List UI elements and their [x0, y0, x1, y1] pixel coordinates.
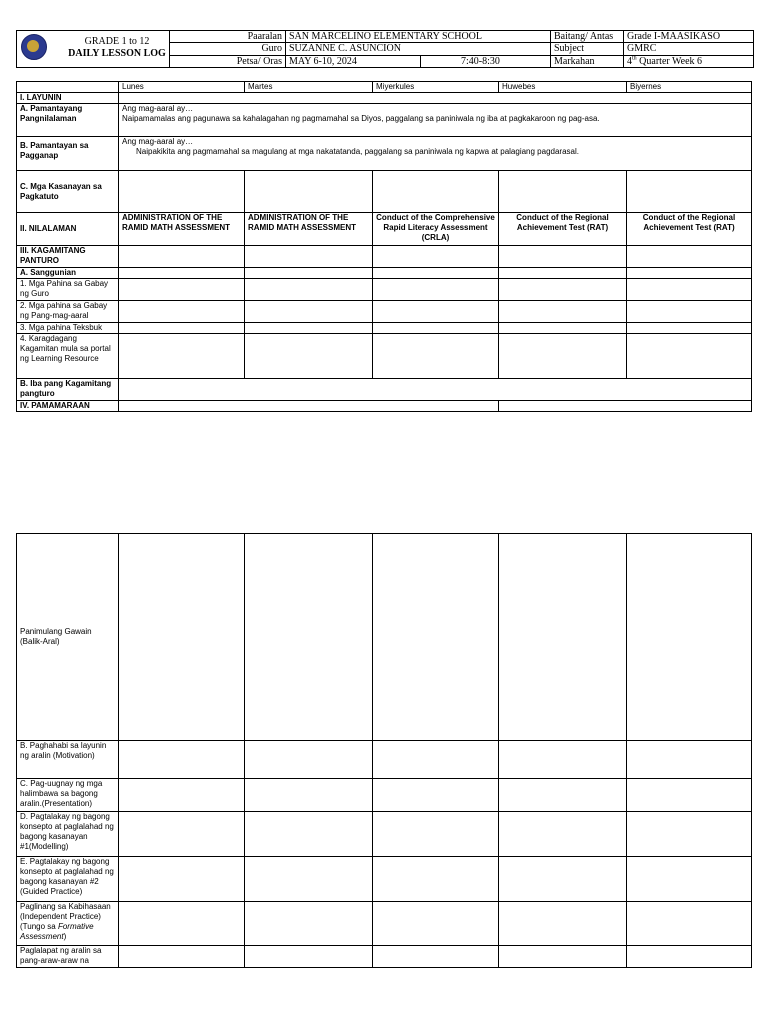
- cell: [119, 946, 245, 968]
- cell: [119, 902, 245, 946]
- cell: [373, 246, 499, 268]
- cell: [373, 779, 499, 812]
- layunin-heading: I. LAYUNIN: [17, 93, 119, 104]
- cell: [373, 323, 499, 334]
- cell: [627, 279, 752, 301]
- markahan-number: 4: [627, 55, 632, 67]
- nilalaman-lunes: ADMINISTRATION OF THE RAMID MATH ASSESSMENT: [119, 213, 245, 246]
- cell: [119, 334, 245, 379]
- cell: [119, 812, 245, 857]
- cell: [499, 946, 627, 968]
- log-title: DAILY LESSON LOG: [68, 48, 166, 59]
- subject-value: GMRC: [624, 43, 754, 55]
- paglinang-label: [17, 902, 119, 946]
- pamantayan-sa-pagganap-label: B. Pamantayan sa Pagganap: [17, 137, 119, 171]
- cell: [627, 812, 752, 857]
- cell: [499, 171, 627, 213]
- panimulang-gawain-label: Panimulang Gawain (Balik-Aral): [17, 534, 119, 741]
- cell: [627, 323, 752, 334]
- cell: [627, 902, 752, 946]
- logo-title-cell: [17, 31, 170, 68]
- cell: [373, 171, 499, 213]
- cell: [373, 279, 499, 301]
- paaralan-value: SAN MARCELINO ELEMENTARY SCHOOL: [286, 31, 551, 43]
- cell: [245, 301, 373, 323]
- cell: [499, 534, 627, 741]
- grade-range: GRADE 1 to 12: [84, 36, 150, 47]
- cell: [627, 171, 752, 213]
- paglinang-italic: Formative Assessment: [20, 922, 94, 941]
- markahan-suffix: th: [632, 55, 637, 62]
- karagdagang-label: 4. Karagdagang Kagamitan mula sa portal ng Learning Resource: [17, 334, 119, 379]
- cell: [499, 812, 627, 857]
- deped-seal-icon: [21, 34, 47, 60]
- gabay-mag-aaral-label: 2. Mga pahina sa Gabay ng Pang-mag-aaral: [17, 301, 119, 323]
- cell: [627, 268, 752, 279]
- sanggunian-label: A. Sanggunian: [17, 268, 119, 279]
- cell: [499, 246, 627, 268]
- cell: [245, 812, 373, 857]
- teksbuk-label: 3. Mga pahina Teksbuk: [17, 323, 119, 334]
- procedure-table: [16, 533, 752, 968]
- cell: [499, 741, 627, 779]
- cell: [499, 323, 627, 334]
- pamamaraan-heading: IV. PAMAMARAAN: [17, 401, 119, 412]
- cell: [627, 246, 752, 268]
- kasanayan-label: C. Mga Kasanayan sa Pagkatuto: [17, 171, 119, 213]
- cell: [627, 779, 752, 812]
- cell: [245, 268, 373, 279]
- baitang-value: Grade I-MAASIKASO: [624, 31, 754, 43]
- cell: [245, 534, 373, 741]
- lesson-log-table: [16, 81, 752, 412]
- cell: [499, 268, 627, 279]
- corner-cell: [17, 82, 119, 93]
- cell: [627, 301, 752, 323]
- cell: [245, 246, 373, 268]
- cell: [499, 334, 627, 379]
- subject-label: Subject: [551, 43, 624, 55]
- cell: [119, 171, 245, 213]
- paglinang-close: ): [63, 932, 67, 941]
- pamantayang-pangnilalaman-content: [119, 104, 752, 137]
- cell: [499, 301, 627, 323]
- baitang-label: Baitang/ Antas: [551, 31, 624, 43]
- cell: [119, 268, 245, 279]
- cell: [373, 741, 499, 779]
- paglinang-text: Paglinang sa Kabihasaan (Independent Practice) (Tungo sa: [20, 902, 111, 931]
- pagtalakay-2-label: E. Pagtalakay ng bagong konsepto at paglalahad ng bagong kasanayan #2 (Guided Practice): [17, 857, 119, 902]
- cell: [373, 812, 499, 857]
- cell: [245, 779, 373, 812]
- cell: [245, 279, 373, 301]
- cell: [245, 902, 373, 946]
- header-table: [16, 30, 754, 68]
- cell: [627, 857, 752, 902]
- cell: [499, 857, 627, 902]
- cell: [499, 279, 627, 301]
- layunin-empty: [119, 93, 752, 104]
- guro-label: Guro: [170, 43, 286, 55]
- paaralan-label: Paaralan: [170, 31, 286, 43]
- cell: [245, 946, 373, 968]
- markahan-value: [624, 55, 754, 67]
- cell: [119, 857, 245, 902]
- cell: [373, 946, 499, 968]
- cell: [373, 902, 499, 946]
- cell: [245, 741, 373, 779]
- cell: [627, 946, 752, 968]
- cell: [119, 301, 245, 323]
- paglalapat-label: Paglalapat ng aralin sa pang-araw-araw na: [17, 946, 119, 968]
- cell: [119, 534, 245, 741]
- iba-pang-label: B. Iba pang Kagamitang pangturo: [17, 379, 119, 401]
- day-header: Martes: [245, 82, 373, 93]
- pamantayan-sa-pagganap-content: [119, 137, 752, 171]
- day-header: Miyerkules: [373, 82, 499, 93]
- day-header: Huwebes: [499, 82, 627, 93]
- cell: [119, 279, 245, 301]
- kagamitang-panturo-heading: III. KAGAMITANG PANTURO: [17, 246, 119, 268]
- pamamaraan-left: [119, 401, 499, 412]
- ppn-text: Naipamamalas ang pagunawa sa kahalagahan ng pagmamahal sa Diyos, paggalang sa paniniwala ng iba at pagkakaroon ng pag-asa.: [122, 114, 600, 123]
- time-value: 7:40-8:30: [421, 55, 551, 67]
- cell: [627, 741, 752, 779]
- cell: [119, 246, 245, 268]
- cell: [119, 741, 245, 779]
- petsa-label: Petsa/ Oras: [170, 55, 286, 67]
- cell: [119, 323, 245, 334]
- cell: [627, 334, 752, 379]
- cell: [373, 534, 499, 741]
- markahan-label: Markahan: [551, 55, 624, 67]
- day-header: Biyernes: [627, 82, 752, 93]
- cell: [499, 902, 627, 946]
- pagtalakay-1-label: D. Pagtalakay ng bagong konsepto at paglalahad ng bagong kasanayan #1(Modelling): [17, 812, 119, 857]
- cell: [119, 779, 245, 812]
- cell: [373, 268, 499, 279]
- gabay-guro-label: 1. Mga Pahina sa Gabay ng Guro: [17, 279, 119, 301]
- cell: [373, 334, 499, 379]
- nilalaman-miyerkules: Conduct of the Comprehensive Rapid Literacy Assessment (CRLA): [373, 213, 499, 246]
- pamantayang-pangnilalaman-label: A. Pamantayang Pangnilalaman: [17, 104, 119, 137]
- pamamaraan-right: [499, 401, 752, 412]
- nilalaman-label: II. NILALAMAN: [17, 213, 119, 246]
- cell: [499, 779, 627, 812]
- paghahabi-label: B. Paghahabi sa layunin ng aralin (Motivation): [17, 741, 119, 779]
- cell: [245, 323, 373, 334]
- nilalaman-biyernes: Conduct of the Regional Achievement Test (RAT): [627, 213, 752, 246]
- cell: [245, 857, 373, 902]
- cell: [373, 857, 499, 902]
- day-header: Lunes: [119, 82, 245, 93]
- nilalaman-huwebes: Conduct of the Regional Achievement Test (RAT): [499, 213, 627, 246]
- cell: [245, 171, 373, 213]
- nilalaman-martes: ADMINISTRATION OF THE RAMID MATH ASSESSMENT: [245, 213, 373, 246]
- psp-intro: Ang mag-aaral ay…: [122, 137, 194, 146]
- guro-value: SUZANNE C. ASUNCION: [286, 43, 551, 55]
- petsa-value: MAY 6-10, 2024: [286, 55, 421, 67]
- markahan-text: Quarter Week 6: [636, 55, 703, 67]
- ppn-intro: Ang mag-aaral ay…: [122, 104, 194, 113]
- cell: [245, 334, 373, 379]
- psp-text: Naipakikita ang pagmamahal sa magulang at mga nakatatanda, paggalang sa paniniwala ng kapwa at palagiang pagdarasal.: [136, 147, 579, 156]
- cell: [627, 534, 752, 741]
- pag-uugnay-label: C. Pag-uugnay ng mga halimbawa sa bagong aralin.(Presentation): [17, 779, 119, 812]
- iba-pang-content: [119, 379, 752, 401]
- cell: [373, 301, 499, 323]
